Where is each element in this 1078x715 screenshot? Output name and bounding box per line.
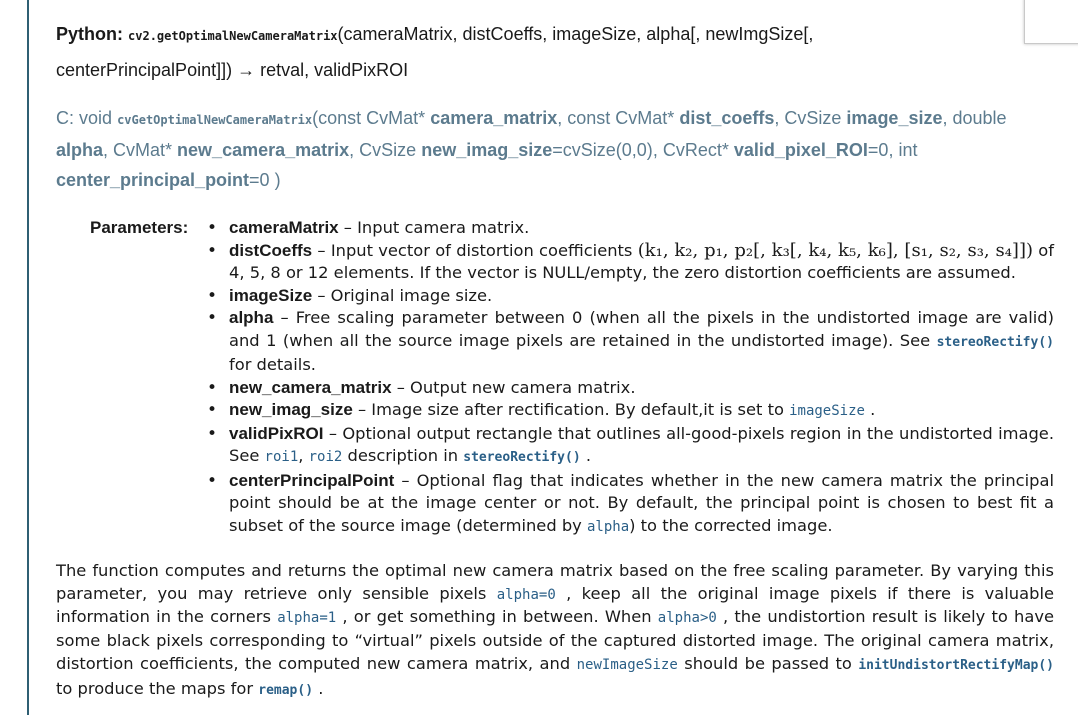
param-name: cameraMatrix bbox=[229, 218, 339, 237]
param-desc: ) to the corrected image. bbox=[629, 515, 833, 535]
param-item-alpha bbox=[229, 307, 1054, 377]
param-desc: of 4, 5, 8 or 12 elements. If the vector is NULL/empty, the zero distortion coefficients are assumed. bbox=[229, 240, 1054, 282]
param-item-dist-coeffs bbox=[229, 240, 1054, 285]
inline-code: roi2 bbox=[308, 449, 343, 465]
c-func-name: cvGetOptimalNewCameraMatrix bbox=[117, 113, 313, 127]
c-param-name: camera_matrix bbox=[430, 108, 558, 128]
stereo-rectify-link[interactable]: stereoRectify() bbox=[936, 334, 1054, 350]
desc-text: to produce the maps for bbox=[56, 678, 259, 698]
c-param-name: dist_coeffs bbox=[679, 108, 775, 128]
c-param-name: valid_pixel_ROI bbox=[733, 140, 868, 160]
c-lang-label: C: bbox=[56, 108, 74, 128]
remap-link[interactable]: remap() bbox=[258, 682, 314, 698]
c-param-type: (const CvMat* bbox=[312, 108, 426, 128]
desc-text: . bbox=[313, 678, 324, 698]
param-desc: – Output new camera matrix. bbox=[391, 377, 636, 397]
param-name: imageSize bbox=[229, 285, 313, 305]
param-item-valid-pix-roi bbox=[229, 423, 1054, 470]
param-desc: – Input vector of distortion coefficients bbox=[312, 240, 638, 260]
param-item-new-imag-size bbox=[229, 399, 1054, 423]
c-param-name: image_size bbox=[846, 108, 943, 128]
param-name: centerPrincipalPoint bbox=[229, 470, 395, 490]
c-param-name: center_principal_point bbox=[56, 170, 250, 190]
c-param-type: , CvSize bbox=[349, 140, 417, 160]
param-name: new_camera_matrix bbox=[229, 377, 392, 397]
c-param-default: =0, int bbox=[867, 140, 918, 160]
param-desc: for details. bbox=[229, 355, 316, 374]
inline-code: alpha>0 bbox=[657, 610, 717, 627]
inline-code: roi1 bbox=[264, 449, 299, 465]
c-return-type: void bbox=[79, 108, 113, 128]
init-undistort-rectify-map-link[interactable]: initUndistortRectifyMap() bbox=[858, 657, 1054, 673]
python-signature bbox=[56, 17, 1054, 87]
python-lang-label: Python: bbox=[56, 24, 123, 44]
c-param-type: , CvSize bbox=[774, 108, 842, 128]
param-desc: , bbox=[298, 446, 309, 465]
desc-text: , or get something in between. When bbox=[336, 607, 658, 627]
dist-coeffs-formula: (k₁, k₂, p₁, p₂[, k₃[, k₄, k₅, k₆], [s₁, s₂, s₃, s₄]]) bbox=[637, 239, 1034, 261]
inline-code: alpha bbox=[586, 518, 630, 535]
param-desc: – Image size after rectification. By default,it is set to bbox=[352, 400, 790, 419]
c-param-type: , double bbox=[942, 108, 1007, 128]
inline-code: imageSize bbox=[789, 403, 865, 419]
param-desc: – Input camera matrix. bbox=[338, 218, 530, 237]
desc-text: The function computes and returns the optimal new camera matrix based on the free scaling parameter. By varying this parameter, you may retrieve only sensible pixels bbox=[56, 561, 1054, 603]
parameters-list bbox=[229, 217, 1054, 538]
param-name: alpha bbox=[229, 308, 274, 327]
param-desc: . bbox=[580, 446, 592, 465]
param-name: validPixROI bbox=[229, 423, 324, 443]
c-param-name: alpha bbox=[56, 140, 104, 160]
desc-text: should be passed to bbox=[677, 653, 859, 673]
c-param-default: =cvSize(0,0) bbox=[552, 140, 653, 160]
python-args-line1: (cameraMatrix, distCoeffs, imageSize, alpha[, newImgSize[, bbox=[337, 24, 814, 44]
python-func-name: cv2.getOptimalNewCameraMatrix bbox=[128, 29, 338, 43]
c-param-type: , CvRect* bbox=[652, 140, 729, 160]
parameters-label: Parameters: bbox=[90, 218, 189, 237]
c-param-default: =0 ) bbox=[249, 170, 281, 190]
c-param-type: , CvMat* bbox=[103, 140, 173, 160]
param-item-image-size bbox=[229, 285, 1054, 308]
inline-code: newImageSize bbox=[576, 656, 678, 673]
param-item-center-principal-point bbox=[229, 470, 1054, 539]
c-param-name: new_camera_matrix bbox=[177, 140, 350, 160]
param-name: distCoeffs bbox=[229, 240, 313, 260]
param-item-new-camera-matrix bbox=[229, 377, 1054, 400]
inline-code: alpha=0 bbox=[496, 586, 556, 603]
stereo-rectify-link[interactable]: stereoRectify() bbox=[463, 450, 581, 465]
desc-text: , the undistortion result is likely to have some black pixels corresponding to “virtual” pixels outside of the captured distorted image. The original camera matrix, distortion coefficients, the computed new camera matrix, and bbox=[56, 607, 1054, 673]
param-desc: – Free scaling parameter between 0 (when all the pixels in the undistorted image are valid) and 1 (when all the source image pixels are retained in the undistorted image). See bbox=[229, 308, 1054, 350]
parameters-section bbox=[56, 217, 1054, 538]
desc-text: , keep all the original image pixels if there is valuable information in the corners bbox=[56, 583, 1054, 627]
param-desc: – Original image size. bbox=[312, 285, 493, 305]
param-item-camera-matrix bbox=[229, 217, 1054, 240]
param-desc: – Optional flag that indicates whether in the new camera matrix the principal point should be at the image center or not. By default, the principal point is chosen to best fit a subset of the source image (determined by bbox=[229, 470, 1054, 535]
param-desc: . bbox=[864, 400, 876, 419]
python-args-line2: centerPrincipalPoint]]) → retval, validPixROI bbox=[56, 60, 409, 80]
doc-content bbox=[56, 0, 1054, 702]
function-description bbox=[56, 560, 1054, 702]
param-desc: description in bbox=[342, 446, 464, 465]
c-param-type: , const CvMat* bbox=[557, 108, 675, 128]
param-name: new_imag_size bbox=[229, 400, 353, 419]
param-desc: – Optional output rectangle that outlines all-good-pixels region in the undistorted image. See bbox=[229, 423, 1054, 465]
left-border bbox=[27, 0, 29, 715]
c-param-name: new_imag_size bbox=[421, 140, 553, 160]
c-signature bbox=[56, 103, 1054, 195]
inline-code: alpha=1 bbox=[277, 610, 337, 627]
